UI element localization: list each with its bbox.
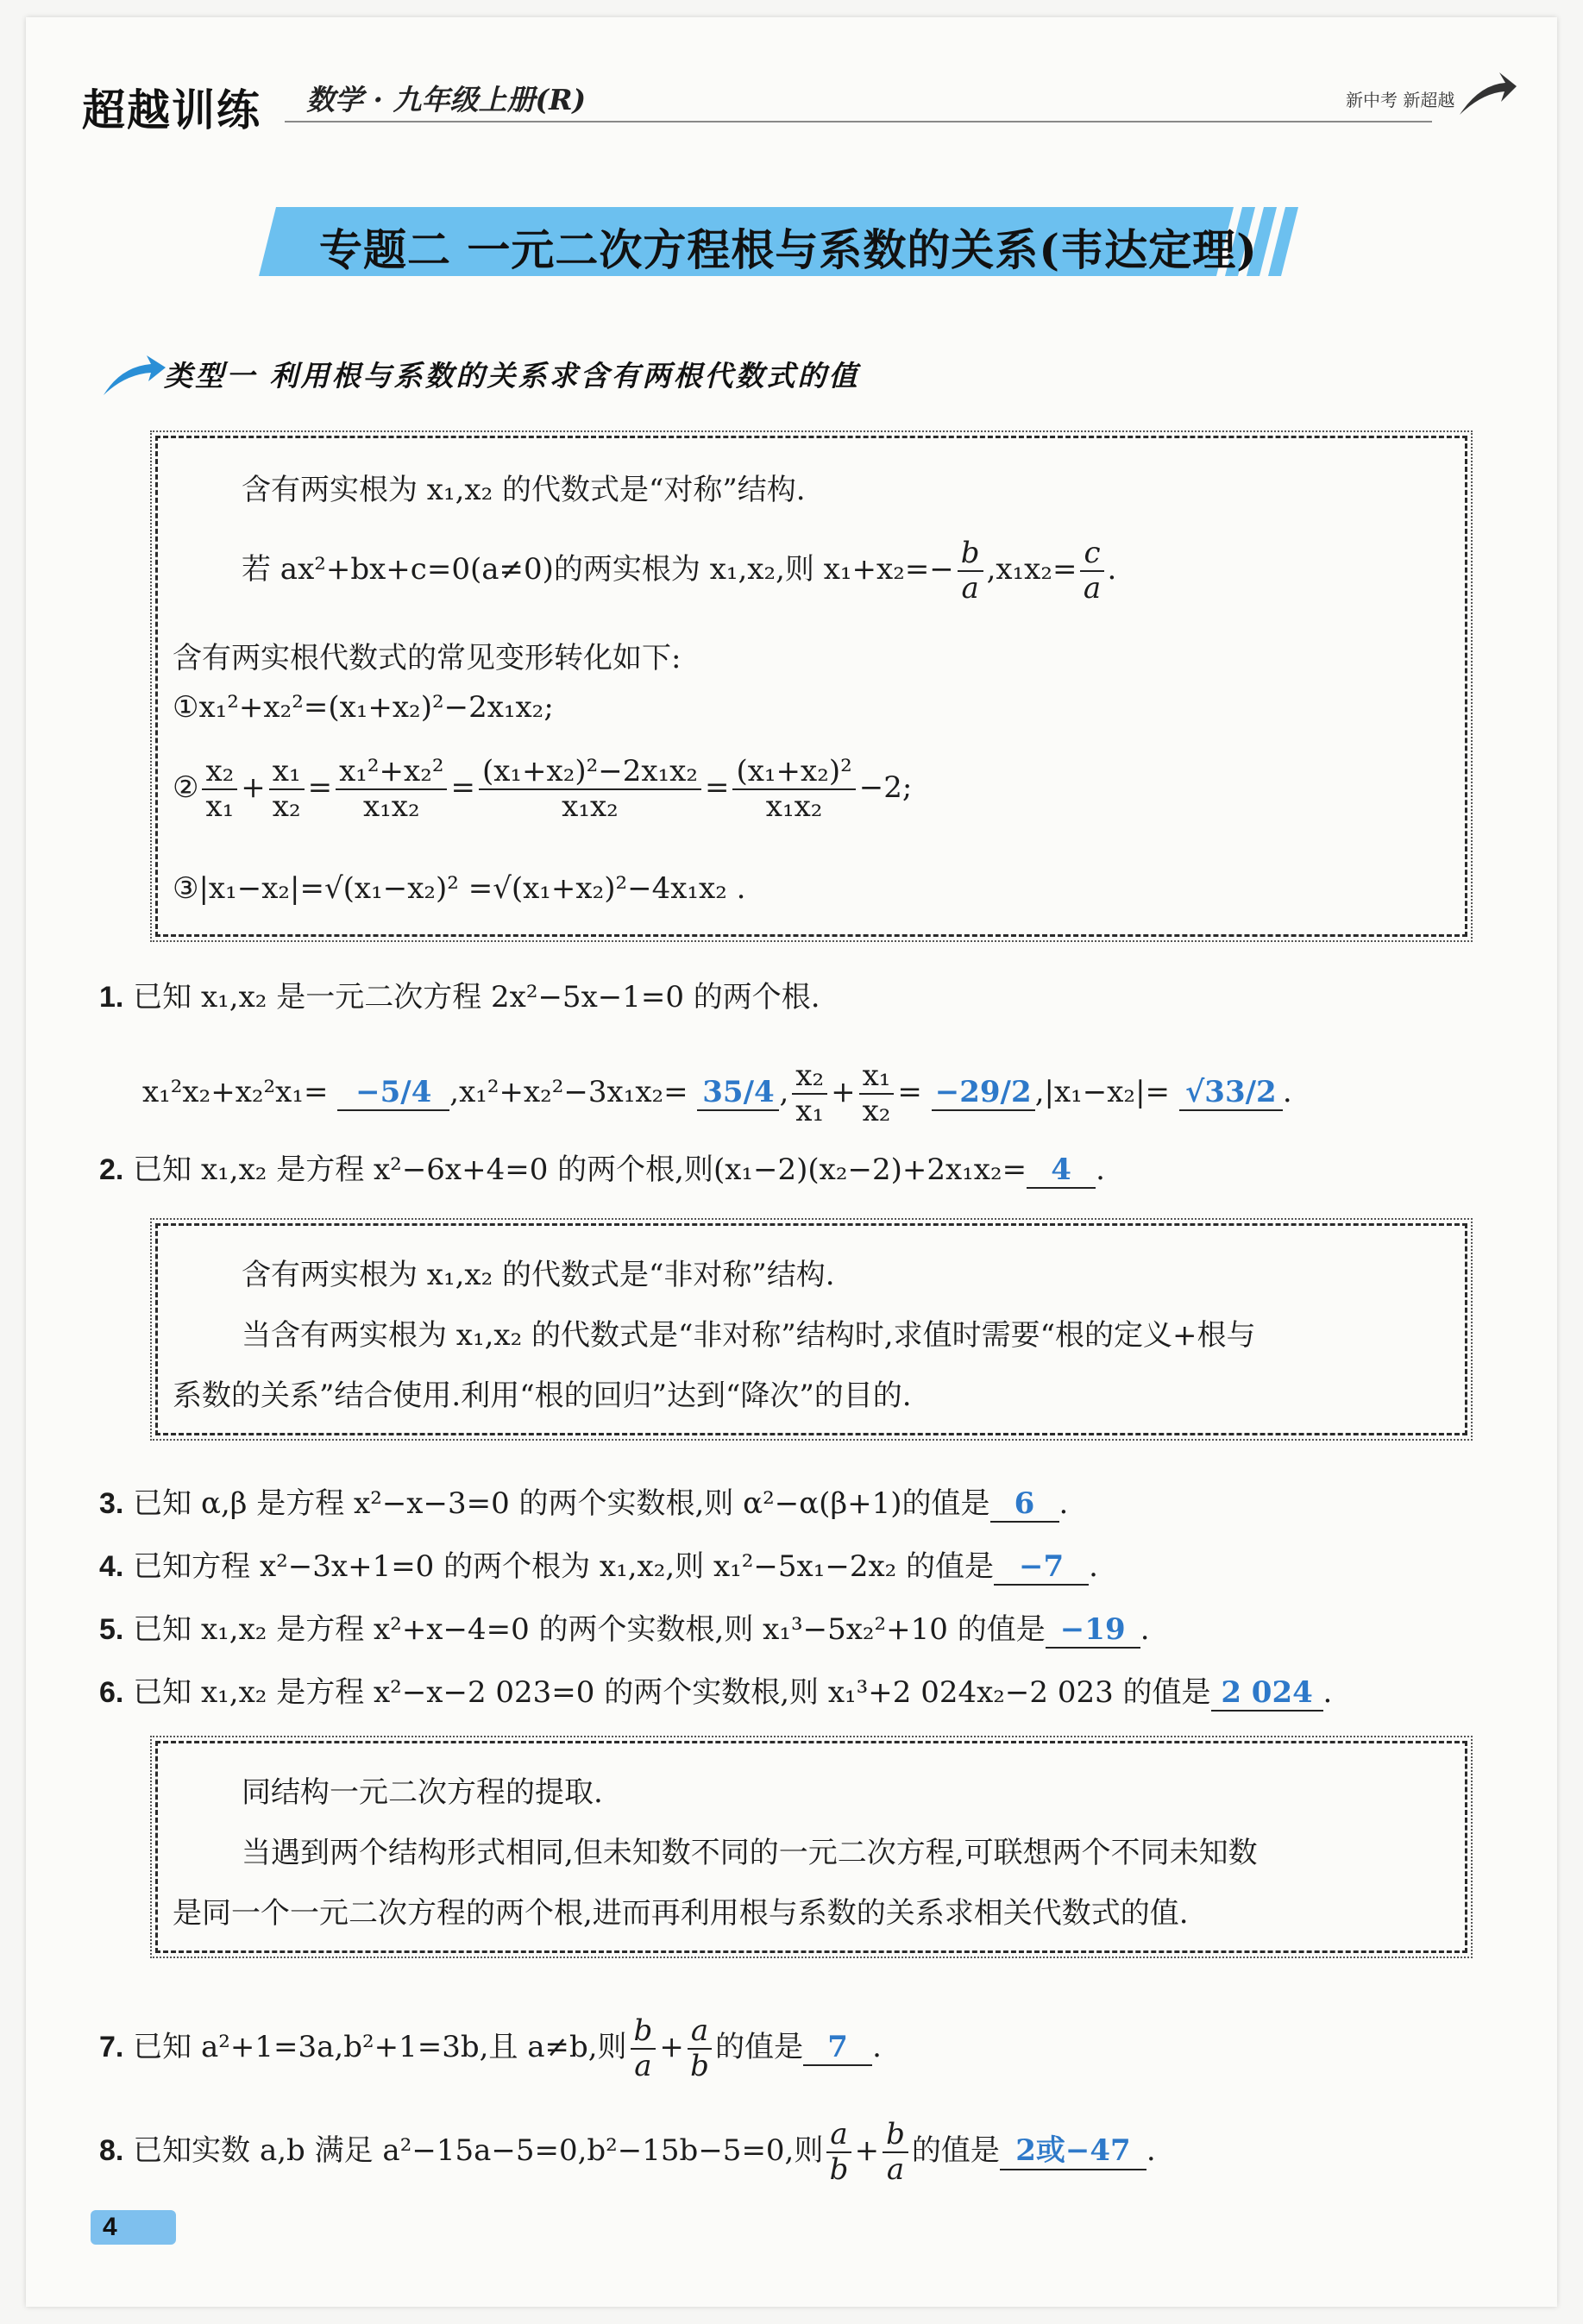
section-title: 类型一 利用根与系数的关系求含有两根代数式的值 <box>164 359 860 393</box>
box3-line1: 同结构一元二次方程的提取. <box>242 1775 603 1810</box>
answer-5: −19 <box>1046 1612 1140 1649</box>
question-7: 7. 已知 a²+1=3a,b²+1=3b,且 a≠b,则 $\frac{b}{a}$ + $\frac{a}{b}$ 的值是 7 . <box>99 2013 882 2084</box>
header-divider <box>285 121 1432 122</box>
tip-box-symmetric <box>155 436 1467 937</box>
answer-8: 2或−47 <box>1000 2126 1146 2170</box>
section-arrow-icon <box>104 354 173 397</box>
answer-2: 4 <box>1027 1153 1096 1189</box>
box1-line3: 含有两实根代数式的常见变形转化如下: <box>173 641 682 675</box>
question-5: 5. 已知 x₁,x₂ 是方程 x²+x−4=0 的两个实数根,则 x₁³−5x₂²+10 的值是 −19 . <box>99 1612 1150 1647</box>
answer-1d: √33/2 <box>1179 1075 1283 1111</box>
answer-6: 2 024 <box>1211 1675 1323 1712</box>
question-4: 4. 已知方程 x²−3x+1=0 的两个根为 x₁,x₂,则 x₁²−5x₁−2x₂ 的值是 −7 . <box>99 1549 1098 1584</box>
page-number: 4 <box>91 2210 176 2245</box>
tagline: 新中考 新超越 <box>1346 90 1455 110</box>
formula-1: ①x₁²+x₂²=(x₁+x₂)²−2x₁x₂; <box>173 690 554 725</box>
question-3: 3. 已知 α,β 是方程 x²−x−3=0 的两个实数根,则 α²−α(β+1)的值是 6 . <box>99 1486 1069 1521</box>
box3-line2: 当遇到两个结构形式相同,但未知数不同的一元二次方程,可联想两个不同未知数 <box>242 1836 1258 1870</box>
formula-2: ② $\frac{\text{x₂}}{\text{x₁}}$ + $\frac{\text{x₁}}{\text{x₂}}$ = $\frac{\text{x₁²+x₂²}}{\text{x₁x₂}}$ = $\frac{\text{(x₁+x₂)²−2x₁x₂}}{\text{x₁x₂}}$ = $\frac{\text{(x₁+x₂)²}}{\text{x₁x₂}}$ −2; <box>173 754 913 825</box>
question-1: 1. 已知 x₁,x₂ 是一元二次方程 2x²−5x−1=0 的两个根. <box>99 980 820 1014</box>
answer-1b: 35/4 <box>697 1075 779 1111</box>
answer-7: 7 <box>803 2030 872 2066</box>
answer-1c: −29/2 <box>932 1075 1035 1111</box>
answer-1a: −5/4 <box>337 1075 449 1111</box>
box3-line3: 是同一个一元二次方程的两个根,进而再利用根与系数的关系求相关代数式的值. <box>173 1896 1189 1931</box>
question-6: 6. 已知 x₁,x₂ 是方程 x²−x−2 023=0 的两个实数根,则 x₁³+2 024x₂−2 023 的值是 2 024 . <box>99 1675 1333 1710</box>
swoosh-arrow-icon <box>1458 67 1518 119</box>
formula-3: ③|x₁−x₂|=√(x₁−x₂)² =√(x₁+x₂)²−4x₁x₂ . <box>173 871 746 906</box>
box2-line3: 系数的关系”结合使用.利用“根的回归”达到“降次”的目的. <box>173 1379 912 1413</box>
page-title: 专题二 一元二次方程根与系数的关系(韦达定理) <box>319 224 1258 275</box>
answer-4: −7 <box>994 1549 1089 1586</box>
box1-line2: 若 ax²+bx+c=0(a≠0)的两实根为 x₁,x₂,则 x₁+x₂=− $\frac{b}{a}$ ,x₁x₂= $\frac{c}{a}$ . <box>242 536 1117 606</box>
answer-3: 6 <box>990 1486 1059 1523</box>
brand-title: 超越训练 <box>82 85 261 135</box>
question-1-answers: x₁²x₂+x₂²x₁= −5/4 ,x₁²+x₂²−3x₁x₂= 35/4 , $\frac{\text{x₂}}{\text{x₁}}$ + $\frac{\text{x₁}}{\text{x₂}}$ = −29/2 ,|x₁−x₂|= √33/2 . <box>142 1058 1292 1129</box>
box1-line1: 含有两实根为 x₁,x₂ 的代数式是“对称”结构. <box>242 473 806 507</box>
box2-line2: 当含有两实根为 x₁,x₂ 的代数式是“非对称”结构时,求值时需要“根的定义+根与 <box>242 1318 1256 1353</box>
box2-line1: 含有两实根为 x₁,x₂ 的代数式是“非对称”结构. <box>242 1258 835 1292</box>
question-2: 2. 已知 x₁,x₂ 是方程 x²−6x+4=0 的两个根,则(x₁−2)(x₂−2)+2x₁x₂= 4 . <box>99 1153 1105 1187</box>
subject-label: 数学 · 九年级上册(R) <box>306 83 587 116</box>
question-8: 8. 已知实数 a,b 满足 a²−15a−5=0,b²−15b−5=0,则 $\frac{a}{b}$ + $\frac{b}{a}$ 的值是 2或−47 . <box>99 2117 1156 2188</box>
